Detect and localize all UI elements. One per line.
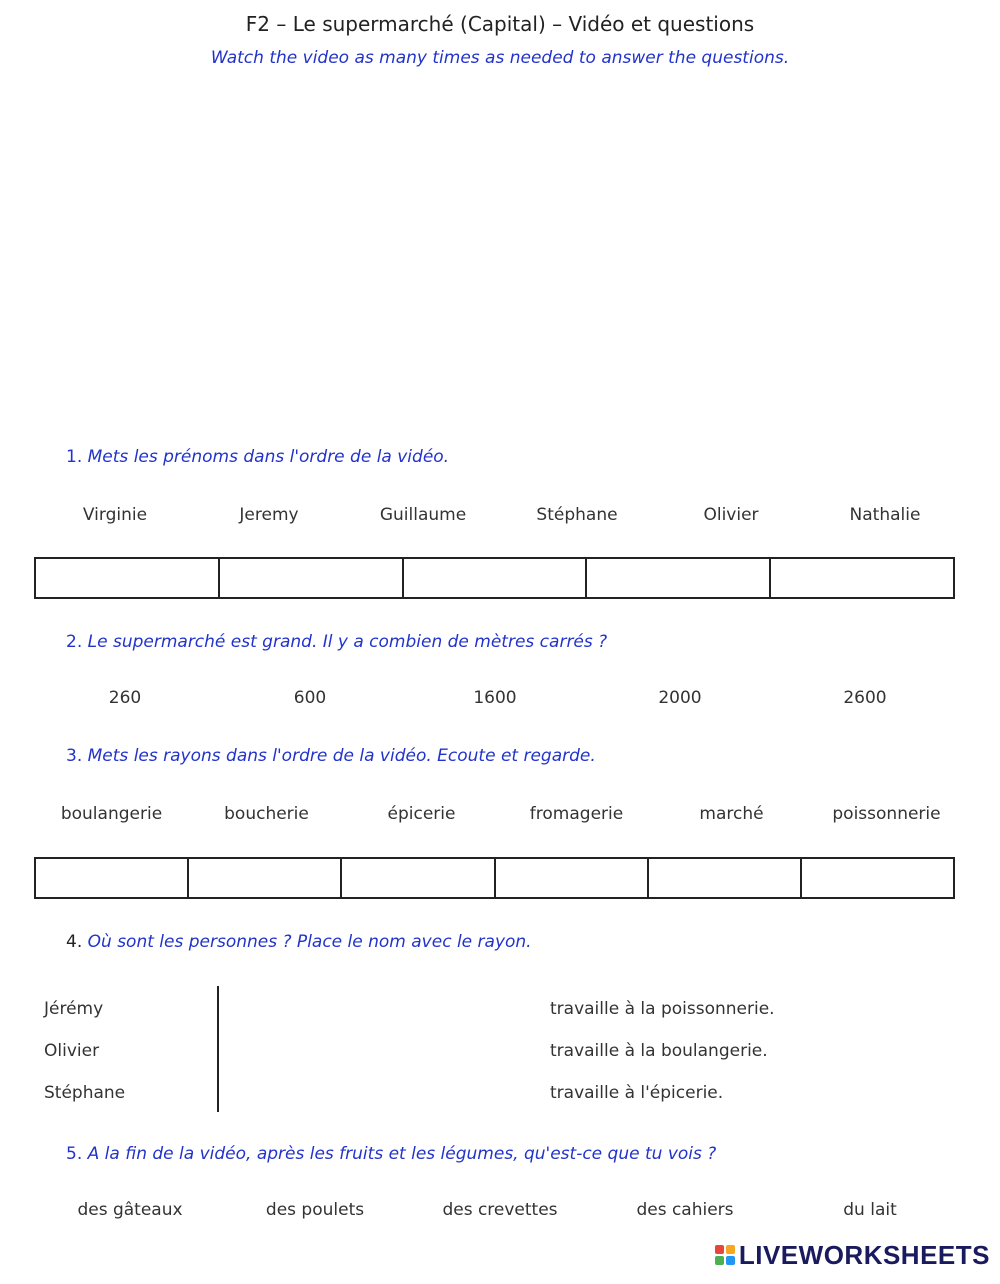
liveworksheets-logo-text: LIVEWORKSHEETS bbox=[738, 1239, 990, 1270]
q4-place: travaille à l'épicerie. bbox=[550, 1083, 724, 1103]
q3-rayon-2: boucherie bbox=[224, 804, 309, 824]
q3-answer-box[interactable] bbox=[649, 859, 802, 897]
question-1 bbox=[66, 447, 449, 467]
q1-name-5: Olivier bbox=[703, 505, 759, 525]
question-5-text: A la fin de la vidéo, après les fruits et les légumes, qu'est-ce que tu vois ? bbox=[87, 1144, 717, 1164]
q1-name-2: Jeremy bbox=[239, 505, 299, 525]
question-3-number: 3. bbox=[66, 746, 83, 766]
q3-rayon-3: épicerie bbox=[387, 804, 456, 824]
q1-name-3: Guillaume bbox=[379, 505, 467, 525]
logo-square bbox=[715, 1245, 724, 1254]
q5-option[interactable]: des crevettes bbox=[442, 1200, 558, 1220]
q2-option[interactable]: 2000 bbox=[658, 688, 702, 708]
q1-answer-box[interactable] bbox=[404, 559, 588, 597]
q3-rayon-1: boulangerie bbox=[60, 804, 163, 824]
question-2-text: Le supermarché est grand. Il y a combien de mètres carrés ? bbox=[87, 632, 608, 652]
q1-answer-box[interactable] bbox=[220, 559, 404, 597]
q4-divider bbox=[217, 986, 219, 1112]
q3-rayon-5: marché bbox=[699, 804, 764, 824]
q5-option[interactable]: des poulets bbox=[265, 1200, 365, 1220]
question-4-text: Où sont les personnes ? Place le nom avec le rayon. bbox=[87, 932, 532, 952]
question-2-number: 2. bbox=[66, 632, 83, 652]
q4-place-list bbox=[550, 988, 775, 1114]
q4-place: travaille à la boulangerie. bbox=[550, 1041, 768, 1061]
question-1-text: Mets les prénoms dans l'ordre de la vidéo. bbox=[87, 447, 450, 467]
q1-answer-box[interactable] bbox=[587, 559, 771, 597]
q1-answer-box[interactable] bbox=[36, 559, 220, 597]
q5-options bbox=[50, 1200, 950, 1220]
q1-answer-box[interactable] bbox=[771, 559, 953, 597]
q4-people-list bbox=[44, 988, 125, 1114]
question-1-number: 1. bbox=[66, 447, 83, 467]
liveworksheets-logo-icon bbox=[715, 1245, 735, 1265]
q3-rayon-6: poissonnerie bbox=[832, 804, 941, 824]
q3-answer-boxes bbox=[34, 857, 955, 899]
q4-place: travaille à la poissonnerie. bbox=[550, 999, 775, 1019]
q1-name-4: Stéphane bbox=[536, 505, 618, 525]
question-3 bbox=[66, 746, 596, 766]
q2-option[interactable]: 600 bbox=[293, 688, 327, 708]
q3-rayon-4: fromagerie bbox=[529, 804, 624, 824]
q3-answer-box[interactable] bbox=[342, 859, 495, 897]
q3-answer-box[interactable] bbox=[36, 859, 189, 897]
page-subtitle: Watch the video as many times as needed to answer the questions. bbox=[210, 48, 790, 68]
q1-name-6: Nathalie bbox=[849, 505, 921, 525]
question-5 bbox=[66, 1144, 716, 1164]
q4-person[interactable]: Olivier bbox=[44, 1041, 100, 1061]
q5-option[interactable]: des cahiers bbox=[636, 1200, 734, 1220]
q4-person[interactable]: Jérémy bbox=[44, 999, 104, 1019]
q5-option[interactable]: des gâteaux bbox=[77, 1200, 183, 1220]
q1-answer-boxes bbox=[34, 557, 955, 599]
q2-option[interactable]: 260 bbox=[108, 688, 142, 708]
question-4-number: 4. bbox=[66, 932, 83, 952]
question-5-number: 5. bbox=[66, 1144, 83, 1164]
q2-option[interactable]: 1600 bbox=[473, 688, 517, 708]
q2-options bbox=[50, 688, 940, 708]
liveworksheets-logo bbox=[715, 1240, 990, 1270]
q3-rayon-list bbox=[34, 804, 964, 824]
q3-answer-box[interactable] bbox=[496, 859, 649, 897]
question-3-text: Mets les rayons dans l'ordre de la vidéo. Ecoute et regarde. bbox=[87, 746, 596, 766]
q1-name-list bbox=[40, 505, 960, 525]
q1-name-1: Virginie bbox=[82, 505, 148, 525]
logo-square bbox=[715, 1256, 724, 1265]
logo-square bbox=[726, 1245, 735, 1254]
question-4 bbox=[66, 932, 532, 952]
logo-square bbox=[726, 1256, 735, 1265]
q3-answer-box[interactable] bbox=[189, 859, 342, 897]
page-title: F2 – Le supermarché (Capital) – Vidéo et questions bbox=[245, 12, 755, 36]
q4-person[interactable]: Stéphane bbox=[44, 1083, 126, 1103]
q5-option[interactable]: du lait bbox=[843, 1200, 897, 1220]
q3-answer-box[interactable] bbox=[802, 859, 953, 897]
q2-option[interactable]: 2600 bbox=[843, 688, 887, 708]
question-2 bbox=[66, 632, 607, 652]
